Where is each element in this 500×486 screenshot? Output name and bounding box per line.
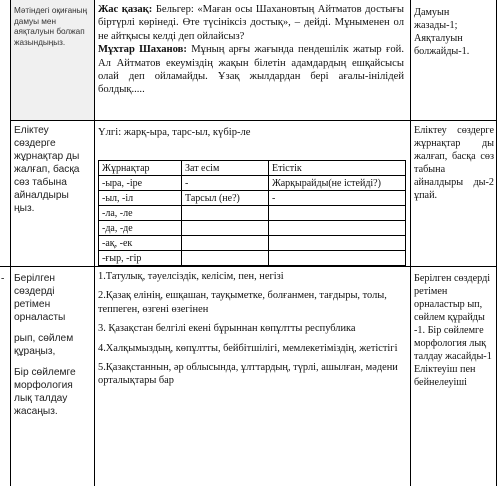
row1-task-text [98, 3, 404, 97]
table-cell: - [182, 176, 269, 191]
table-header: Етістік [269, 161, 406, 176]
row2-criteria: Еліктеу сөздерге жұрнақтар ды жалғап, басқа сөз табына айналдыры ды-2 ұпай. [414, 125, 494, 201]
row3-criteria: Берілген сөздерді ретімен орналастыр ып, сөйлем құрайды -1. Бір сөйлемге морфология лық талдау жасайды-1 Еліктеуіш пен бейнелеуіші [414, 273, 492, 388]
table-cell: -ыл, -іл [99, 191, 182, 206]
list-item: 1.Татулық, тәуелсіздік, келісім, пен, негізі [98, 271, 284, 282]
speaker-label-young-kazakh: Жас қазақ: [98, 4, 153, 15]
table-cell: Тарсыл (не?) [182, 191, 269, 206]
table-row [99, 206, 406, 221]
table-header: Жұрнақтар [99, 161, 182, 176]
objective-part: Берілген сөздерді ретімен орналасты [14, 273, 66, 323]
objective-part: Бір сөйлемге морфология лық талдау жасаңыз. [14, 367, 76, 417]
table-header: Зат есім [182, 161, 269, 176]
list-item: 2.Қазақ елінің, ешқашан, тауқыметке, болғанмен, тағдыры, толы, теппеген, өзгені өзегінен [98, 290, 387, 315]
table-row [99, 191, 406, 206]
table-cell: -ғыр, -гір [99, 251, 182, 266]
grid-line [94, 0, 95, 486]
grid-line [10, 120, 497, 121]
row1-criteria: Дамуын жазады-1; Аяқталуын болжайды-1. [414, 7, 470, 57]
table-cell [182, 251, 269, 266]
question-text: Бельгер: «Маған осы Шахановтың Айтматов достығы біртүрлі көрінеді. Өте түсініксіз достық», – дейді. Мұныменен ол не айтқысы келді деп ойлайсыз? [98, 4, 404, 42]
table-cell [269, 221, 406, 236]
table-cell [182, 236, 269, 251]
table-cell [269, 236, 406, 251]
answer-text: Мұның арғы жағында пендешілік жатыр ғой. Ал Айтматов екеуміздің жақын білетін адамдардың ешқайсысы олай деп ойламайды. Ұзақ жылдардан бері ағалы-інілідей болдық..... [98, 44, 404, 96]
table-row [99, 251, 406, 266]
word-order-list [98, 270, 406, 394]
table-cell [182, 221, 269, 236]
grid-line [0, 266, 497, 267]
speaker-label-shakhanov: Мұхтар Шаханов: [98, 44, 187, 56]
table-row [99, 236, 406, 251]
row3-objective [14, 272, 90, 418]
table-cell: -ыра, -іре [99, 176, 182, 191]
table-cell: -да, -де [99, 221, 182, 236]
table-cell: -ла, -ле [99, 206, 182, 221]
list-item: 3. Қазақстан белгілі екені бұрыннан көпұлтты республика [98, 323, 356, 335]
table-cell [269, 206, 406, 221]
table-cell: -ақ, -ек [99, 236, 182, 251]
list-item: 4.Халқымыздың, көпұлтты, бейбітшілігі, мемлекетіміздің, жетістігі [98, 342, 398, 354]
grid-line [496, 0, 497, 486]
row2-objective: Еліктеу сөздерге жұрнақтар ды жалғап, басқа сөз табына айналдыры ңыз. [14, 125, 80, 214]
table-row [99, 221, 406, 236]
list-item: 5.Қазақстаннын, әр облысында, ұлттардың, түрлі, ашылған, мәдени орталықтары бар [98, 362, 398, 387]
table-row [99, 176, 406, 191]
table-cell [182, 206, 269, 221]
table-header-row [99, 161, 406, 176]
table-cell [269, 251, 406, 266]
objective-part: рып, сөйлем құраңыз, [14, 333, 74, 357]
table-cell: - [269, 191, 406, 206]
grid-line [410, 0, 411, 486]
table-cell: Жарқырайды(не істейді?) [269, 176, 406, 191]
grid-line [10, 0, 11, 486]
row1-objective: Мәтіндегі оқиғаның дамуы мен аяқталуын болжап жазындыңыз. [14, 6, 88, 47]
suffix-table [98, 160, 406, 266]
row3-left-mark: - [1, 273, 5, 284]
row2-sample: Үлгі: жарқ-ыра, тарс-ыл, күбір-ле [98, 127, 251, 138]
